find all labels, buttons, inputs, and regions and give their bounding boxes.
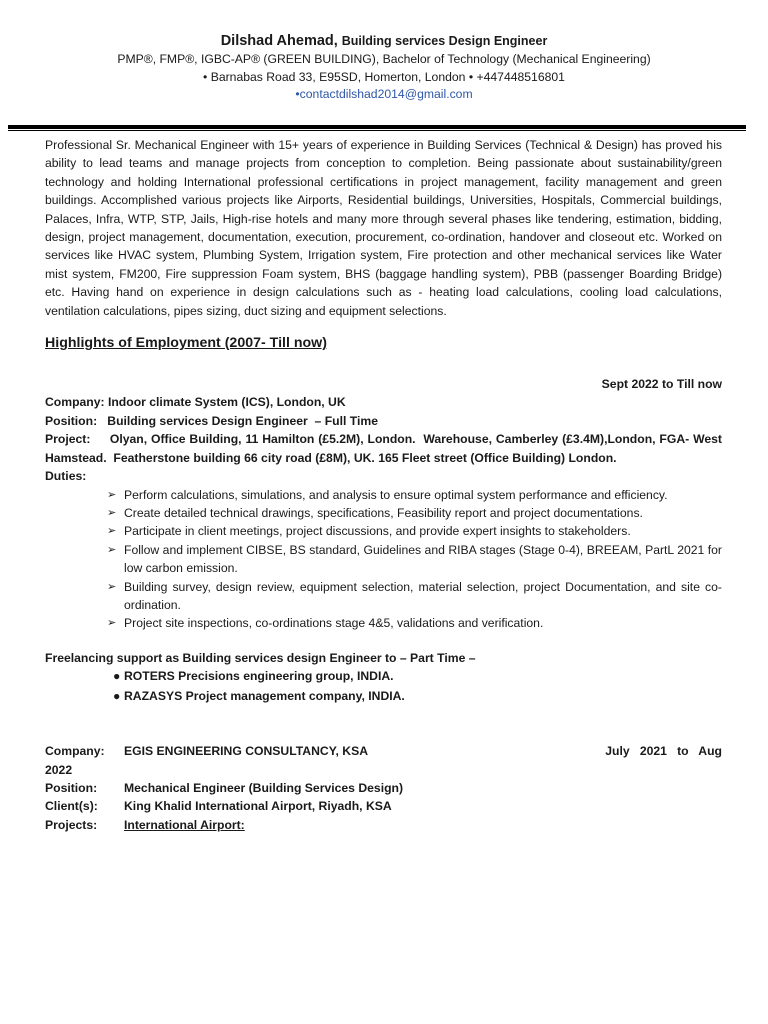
job2-company: EGIS ENGINEERING CONSULTANCY, KSA <box>124 744 368 759</box>
duty-item <box>107 614 722 632</box>
job2-position-row <box>45 779 722 797</box>
arrowhead-bullet-icon: ➢ <box>107 580 117 593</box>
header-divider-thick <box>8 125 746 129</box>
address-line: • Barnabas Road 33, E95SD, Homerton, London • +447448516801 <box>203 69 565 84</box>
duty-item <box>107 578 722 615</box>
job2-company-label: Company: <box>45 744 105 759</box>
freelance-text: RAZASYS Project management company, INDIA. <box>124 688 405 703</box>
duty-text: Building survey, design review, equipment selection, material selection, project Documentation, and site co-ordination. <box>124 579 722 612</box>
freelance-list <box>45 667 722 706</box>
arrowhead-bullet-icon: ➢ <box>107 525 117 538</box>
duty-text: Participate in client meetings, project discussions, and provide expert insights to stakeholders. <box>124 524 631 539</box>
job2-position: Mechanical Engineer (Building Services Design) <box>124 780 404 795</box>
job2-period-start: July 2021 to Aug <box>605 744 722 759</box>
professional-summary: Professional Sr. Mechanical Engineer with 15+ years of experience in Building Services (Technical & Design) has proved his ability to lead teams and manage projects from conception to completion. Being passionate about sustainability/green technology and holding International professional certifications in project management, facility management and green buildings. Accomplished various projects like Airports, Residential buildings, Universities, Hospitals, Commercial buildings, Palaces, Infra, WTP, STP, Jails, High-rise hotels and many more through several phases like tendering, estimation, bidding, design, project management, documentation, execution, procurement, co-ordination, handover and closeout etc. Worked on services like HVAC system, Plumbing System, Irrigation system, Fire protection and other mechanical services like Water mist system, FM200, Fire suppression Foam system, BHS (baggage handling system), PBB (passenger Boarding Bridge) etc. Having hand on experience in design calculations such as - heating load calculations, cooling load calculations, ventilation calculations, pipes sizing, duct sizing and equipment selections. <box>45 138 722 318</box>
arrowhead-bullet-icon: ➢ <box>107 506 117 519</box>
resume-body <box>45 136 726 834</box>
header-divider-thin <box>8 130 746 131</box>
email-link[interactable]: contactdilshad2014@gmail.com <box>299 87 473 102</box>
section-heading-highlights: Highlights of Employment (2007- Till now) <box>45 335 327 352</box>
freelance-item <box>113 667 722 687</box>
job1-position: Position: Building services Design Engineer – Full Time <box>45 413 378 428</box>
job2-projects: International Airport: <box>124 817 245 832</box>
job2-projects-label: Projects: <box>45 817 98 832</box>
job2-position-label: Position: <box>45 780 98 795</box>
resume-header <box>0 30 768 104</box>
duty-text: Project site inspections, co-ordinations stage 4&5, validations and verification. <box>124 616 544 631</box>
duty-item <box>107 522 722 540</box>
filled-dot-bullet-icon: ● <box>113 669 121 684</box>
job1-project: Project: Olyan, Office Building, 11 Hamilton (£5.2M), London. Warehouse, Camberley (£3.4M),London, FGA- West Hamstead. Featherstone building 66 city road (£8M), UK. 165 Fleet street (Office Building) London. <box>45 432 726 465</box>
duty-item <box>107 504 722 522</box>
arrowhead-bullet-icon: ➢ <box>107 543 117 556</box>
job2-period-end: 2022 <box>45 762 73 777</box>
job2-clients-label: Client(s): <box>45 799 98 814</box>
duty-text: Perform calculations, simulations, and analysis to ensure optimal system performance and efficiency. <box>124 487 668 502</box>
job2-clients: King Khalid International Airport, Riyadh, KSA <box>124 799 392 814</box>
candidate-name: Dilshad Ahemad, <box>220 33 338 49</box>
arrowhead-bullet-icon: ➢ <box>107 488 117 501</box>
name-line <box>0 30 768 51</box>
job2-projects-row <box>45 816 722 834</box>
duty-text: Follow and implement CIBSE, BS standard, Guidelines and RIBA stages (Stage 0-4), BREEAM, PartL 2021 for low carbon emission. <box>124 542 722 576</box>
filled-dot-bullet-icon: ● <box>113 688 121 703</box>
freelance-item <box>113 687 722 707</box>
duty-text: Create detailed technical drawings, specifications, Feasibility report and project documentations. <box>124 505 643 520</box>
freelance-text: ROTERS Precisions engineering group, INDIA. <box>124 669 394 684</box>
email-line <box>0 86 768 104</box>
job1-duties-list <box>45 486 722 633</box>
job2-clients-row <box>45 797 722 815</box>
email-bullet: • <box>295 87 300 102</box>
job1-company: Company: Indoor climate System (ICS), London, UK <box>45 395 346 410</box>
credentials-line: PMP®, FMP®, IGBC-AP® (GREEN BUILDING), Bachelor of Technology (Mechanical Engineering) <box>117 52 651 66</box>
job1-duties-label: Duties: <box>45 469 87 484</box>
duty-item <box>107 486 722 504</box>
job2-company-row <box>45 742 722 760</box>
job1-period: Sept 2022 to Till now <box>601 377 722 392</box>
freelance-title: Freelancing support as Building services design Engineer to – Part Time – <box>45 650 476 665</box>
arrowhead-bullet-icon: ➢ <box>107 617 117 630</box>
candidate-role: Building services Design Engineer <box>341 34 548 48</box>
duty-item <box>107 541 722 578</box>
